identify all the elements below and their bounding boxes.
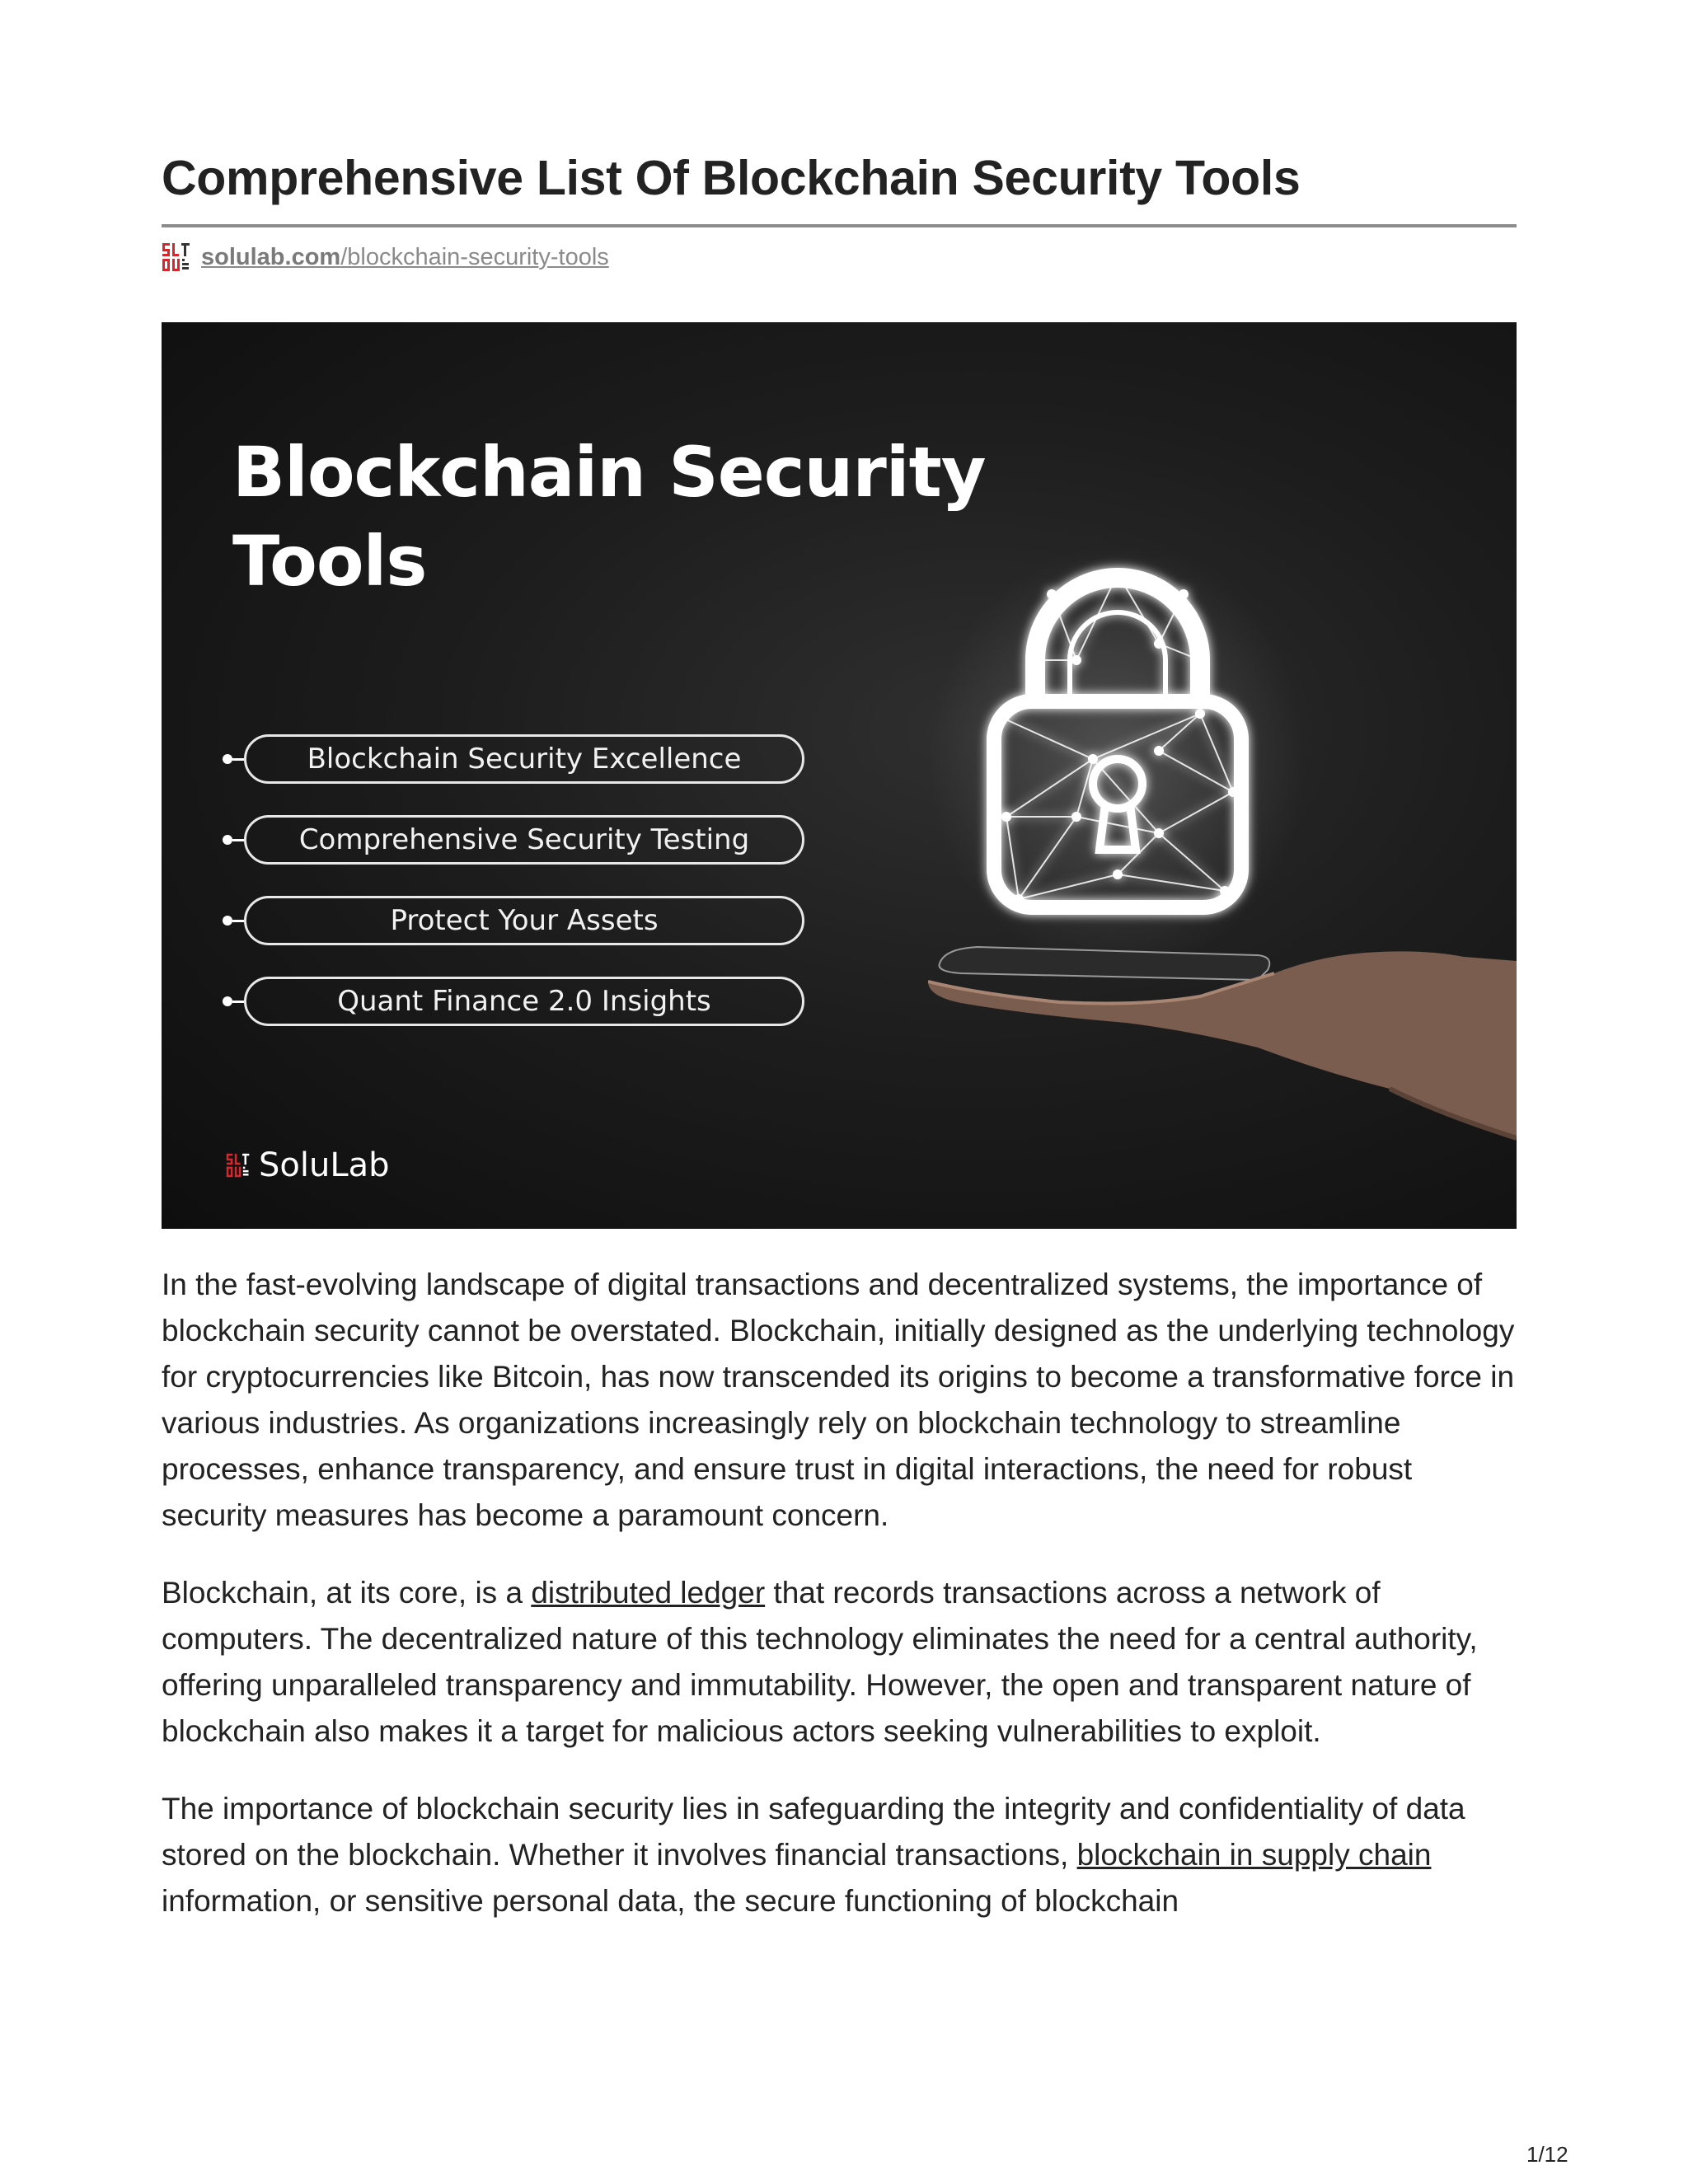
source-domain: solulab.com: [201, 243, 341, 270]
feature-pill-4: [223, 977, 804, 1026]
paragraph-text: that records transactions across a network of computers. The decentralized nature of this technology eliminates the need for a central authority, offering unparalleled transparency and immutability. However, the open and transparent nature of blockchain also makes it a target for malicious actors seeking vulnerabilities to exploit.: [162, 1576, 1478, 1748]
paragraph-text: information, or sensitive personal data, the secure functioning of blockchain: [162, 1884, 1179, 1918]
paragraph: [162, 1570, 1517, 1755]
paragraph-text: Blockchain, at its core, is a: [162, 1576, 532, 1610]
solulab-logo-icon: [162, 242, 191, 272]
source-path: /blockchain-security-tools: [340, 243, 609, 270]
source-line: [162, 242, 1517, 272]
distributed-ledger-link[interactable]: distributed ledger: [531, 1576, 766, 1610]
feature-pill-1: [223, 734, 804, 784]
solulab-logo-icon: [226, 1151, 251, 1179]
hero-title: Blockchain Security Tools: [232, 432, 986, 602]
paragraph: [162, 1786, 1517, 1924]
feature-pill-2: [223, 815, 804, 865]
feature-pill-3: [223, 896, 804, 945]
hero-brand: [226, 1146, 390, 1184]
document-page: [162, 148, 1517, 1956]
feature-pill-label: Blockchain Security Excellence: [244, 734, 804, 784]
padlock-on-phone-icon: [928, 545, 1517, 1229]
paragraph-text: In the fast-evolving landscape of digital transactions and decentralized systems, the importance of blockchain security cannot be overstated. Blockchain, initially designed as the underlying technology for cryptocurrencies like Bitcoin, has now transcended its origins to become a transformative force in various industries. As organizations increasingly rely on blockchain technology to streamline processes, enhance transparency, and ensure trust in digital interactions, the need for robust security measures has become a paramount concern.: [162, 1268, 1515, 1532]
blockchain-supply-chain-link[interactable]: blockchain in supply chain: [1076, 1838, 1432, 1872]
hero-image: [162, 322, 1517, 1229]
paragraph: [162, 1262, 1517, 1539]
hero-brand-name: SoluLab: [259, 1146, 390, 1184]
feature-pill-label: Quant Finance 2.0 Insights: [244, 977, 804, 1026]
feature-pill-label: Comprehensive Security Testing: [244, 815, 804, 865]
title-divider: [162, 224, 1517, 227]
page-number: 1/12: [1526, 2142, 1568, 2167]
paragraph-text: The importance of blockchain security lies in safeguarding the integrity and confidentiality of data stored on the blockchain. Whether it involves financial transactions,: [162, 1792, 1465, 1872]
source-link[interactable]: [201, 244, 609, 271]
feature-pill-label: Protect Your Assets: [244, 896, 804, 945]
article-body: [162, 1262, 1517, 1924]
page-title: Comprehensive List Of Blockchain Security Tools: [162, 151, 1301, 205]
